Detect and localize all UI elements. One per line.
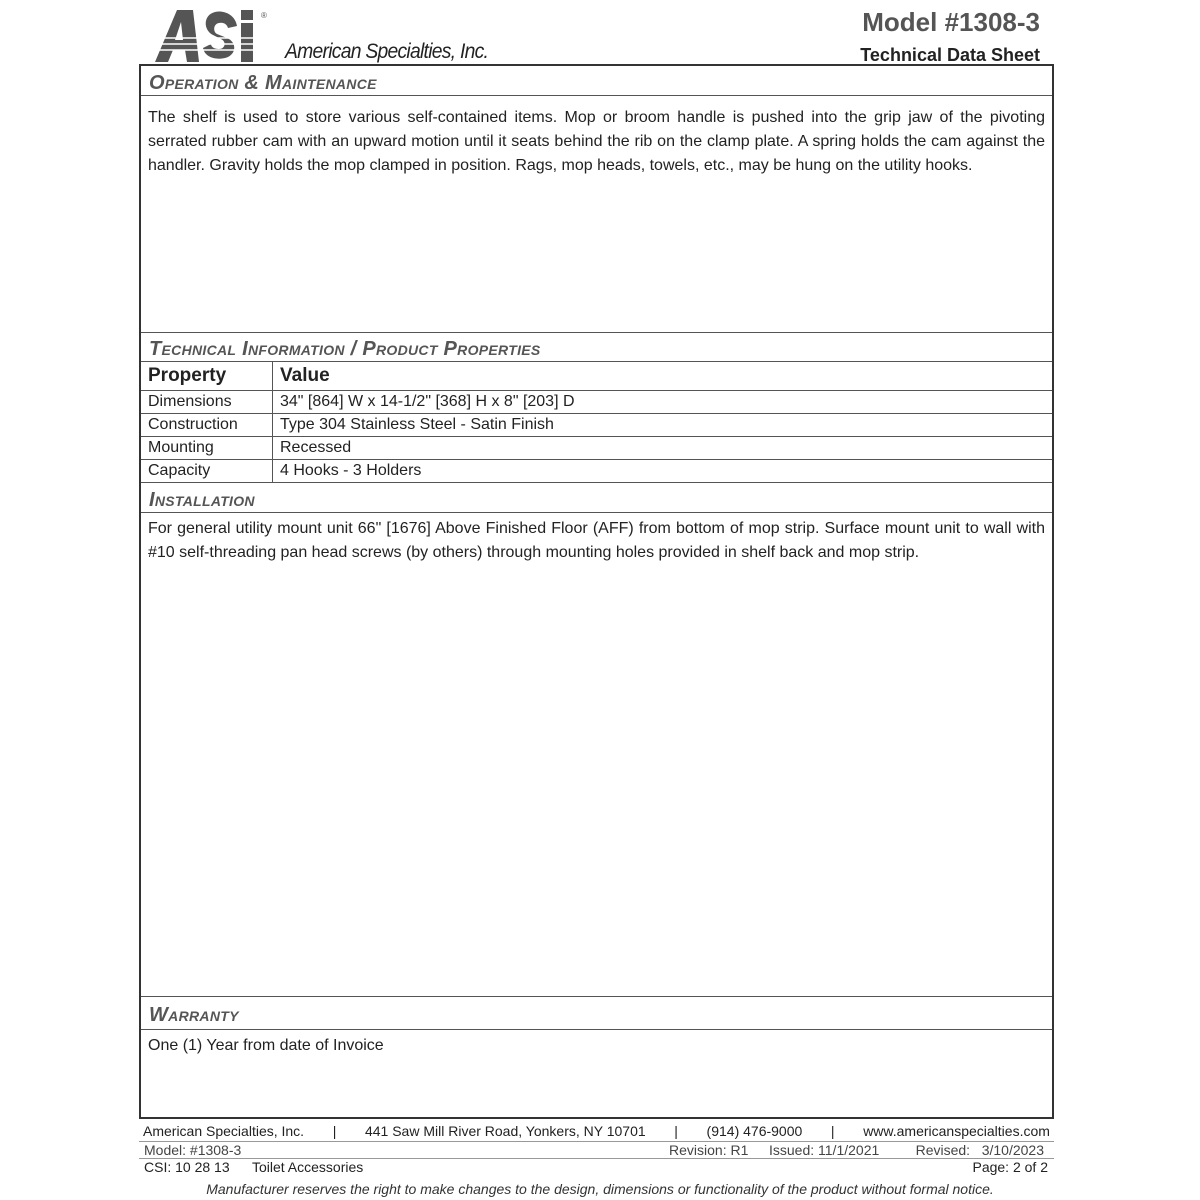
footer-csi: CSI: 10 28 13 bbox=[144, 1159, 230, 1175]
footer-page: Page: 2 of 2 bbox=[972, 1159, 1048, 1175]
footer-revision: Revision: R1 bbox=[669, 1142, 749, 1158]
company-name: American Specialties, Inc. bbox=[285, 40, 489, 63]
properties-table bbox=[141, 362, 1052, 483]
footer-issued: Issued: 11/1/2021 bbox=[769, 1142, 880, 1158]
table-row bbox=[141, 391, 1052, 414]
property-cell: Capacity bbox=[141, 460, 273, 483]
value-cell: 34" [864] W x 14-1/2" [368] H x 8" [203] D bbox=[273, 391, 1053, 414]
technical-title: Technical Information / Product Properties bbox=[149, 338, 541, 360]
datasheet-frame bbox=[139, 64, 1054, 1119]
value-cell: Recessed bbox=[273, 437, 1053, 460]
operation-text: The shelf is used to store various self-contained items. Mop or broom handle is pushed into the grip jaw of the pivoting serrated rubber cam with an upward motion until it seats behind the rib on the clamp plate. A spring holds the cam against the handler. Gravity holds the mop clamped in position. Rags, mop heads, towels, etc., may be hung on the utility hooks. bbox=[148, 109, 1045, 174]
column-header-value: Value bbox=[273, 362, 1053, 391]
footer-model: Model: #1308-3 bbox=[144, 1142, 242, 1158]
footer-address: 441 Saw Mill River Road, Yonkers, NY 10701 bbox=[364, 1123, 646, 1139]
technical-section-header bbox=[141, 332, 1052, 362]
footer-phone: (914) 476-9000 bbox=[706, 1123, 803, 1139]
operation-section-header bbox=[141, 66, 1052, 96]
value-cell: Type 304 Stainless Steel - Satin Finish bbox=[273, 414, 1053, 437]
footer-category: Toilet Accessories bbox=[252, 1159, 364, 1175]
operation-title: Operation & Maintenance bbox=[149, 72, 377, 94]
footer-disclaimer: Manufacturer reserves the right to make changes to the design, dimensions or functionality of the product without formal notice. bbox=[206, 1181, 994, 1197]
installation-section-header bbox=[141, 483, 1052, 513]
table-row bbox=[141, 437, 1052, 460]
table-header-row bbox=[141, 362, 1052, 391]
warranty-section-header bbox=[141, 997, 1052, 1030]
property-cell: Construction bbox=[141, 414, 273, 437]
value-cell: 4 Hooks - 3 Holders bbox=[273, 460, 1053, 483]
warranty-text: One (1) Year from date of Invoice bbox=[148, 1037, 384, 1054]
installation-title: Installation bbox=[149, 489, 255, 511]
property-cell: Dimensions bbox=[141, 391, 273, 414]
column-header-property: Property bbox=[141, 362, 273, 391]
asi-logo bbox=[155, 8, 273, 64]
footer-website: www.americanspecialties.com bbox=[863, 1123, 1050, 1139]
warranty-title: Warranty bbox=[149, 1004, 239, 1026]
model-title: Model #1308-3 bbox=[862, 7, 1040, 37]
table-row bbox=[141, 414, 1052, 437]
footer-contact-line: American Specialties, Inc. | 441 Saw Mill River Road, Yonkers, NY 10701 | (914) 476-9000 | www.americanspecialties.com bbox=[143, 1123, 1050, 1139]
table-row bbox=[141, 460, 1052, 483]
property-cell: Mounting bbox=[141, 437, 273, 460]
sheet-type: Technical Data Sheet bbox=[860, 45, 1040, 65]
installation-text: For general utility mount unit 66" [1676] Above Finished Floor (AFF) from bottom of mop strip. Surface mount unit to wall with #10 self-threading pan head screws (by others) through mounting holes provided in shelf back and mop strip. bbox=[148, 520, 1045, 561]
footer-company: American Specialties, Inc. bbox=[143, 1123, 305, 1139]
svg-text:®: ® bbox=[261, 11, 267, 20]
footer-revised: Revised: 3/10/2023 bbox=[915, 1142, 1044, 1158]
